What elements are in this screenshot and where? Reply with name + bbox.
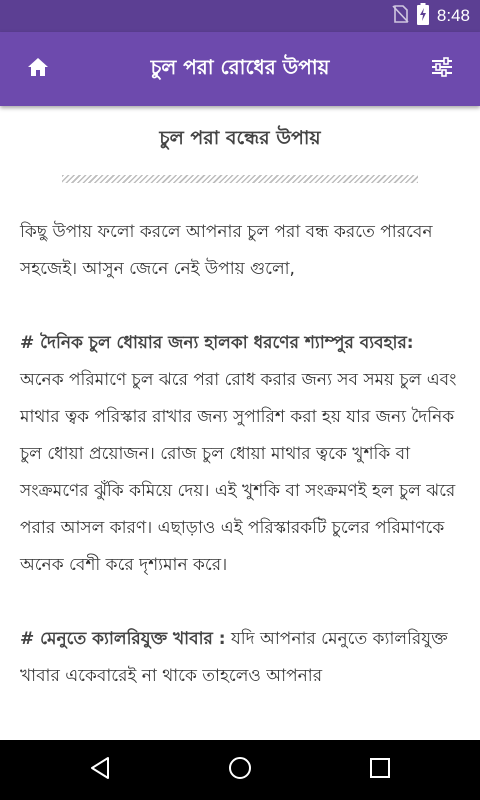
battery-charging-icon (417, 3, 429, 29)
app-bar (0, 32, 480, 106)
home-icon (27, 57, 49, 81)
section-1-heading: # দৈনিক চুল ধোয়ার জন্য হালকা ধরণের শ্যাম্পুর ব্যবহার: (20, 333, 414, 353)
status-time: 8:48 (436, 6, 470, 25)
sliders-icon (431, 57, 453, 81)
circle-home-icon (228, 756, 252, 784)
settings-button[interactable] (422, 49, 462, 89)
article-title: চুল পরা বন্ধের উপায় (159, 127, 321, 149)
back-button[interactable] (70, 748, 130, 792)
hatched-divider (62, 175, 418, 183)
no-sim-icon (391, 4, 409, 28)
section-2 (20, 621, 468, 695)
section-1-body: অনেক পরিমাণে চুল ঝরে পরা রোধ করার জন্য সব সময় চুল এবং মাথার ত্বক পরিস্কার রাখার জন্য সুপারিশ করা হয় যার জন্য দৈনিক চুল ধোয়া প্রয়োজন। রোজ চুল ধোয়া মাথার ত্বকে খুশকি বা সংক্রমণের ঝুঁকি কমিয়ে দেয়। এই খুশকি বা সংক্রমণই হল চুল ঝরে পরার আসল কারণ। এছাড়াও এই পরিস্কারকটি চুলের পরিমাণকে অনেক বেশী করে দৃশ্যমান করে। (20, 370, 457, 575)
paragraph-gap (20, 288, 468, 325)
square-recents-icon (369, 757, 391, 783)
status-bar (0, 0, 480, 32)
paragraph-gap (20, 584, 468, 621)
recents-button[interactable] (350, 748, 410, 792)
home-button[interactable] (18, 49, 58, 89)
nav-home-button[interactable] (210, 748, 270, 792)
section-2-body: যদি আপনার মেনুতে ক্যালরিযুক্ত খাবার একেবারেই না থাকে তাহলেও আপনার (20, 629, 448, 686)
back-triangle-icon (88, 756, 112, 784)
section-1 (20, 325, 468, 584)
article-content[interactable] (0, 106, 480, 740)
article-body (20, 214, 468, 695)
intro-paragraph: কিছু উপায় ফলো করলে আপনার চুল পরা বন্ধ করতে পারবেন সহজেই। আসুন জেনে নেই উপায় গুলো, (20, 222, 433, 279)
section-2-heading: # মেনুতে ক্যালরিযুক্ত খাবার : (20, 629, 226, 649)
navigation-bar (0, 740, 480, 800)
app-bar-title: চুল পরা রোধের উপায় (150, 54, 330, 79)
status-icons (391, 0, 470, 32)
